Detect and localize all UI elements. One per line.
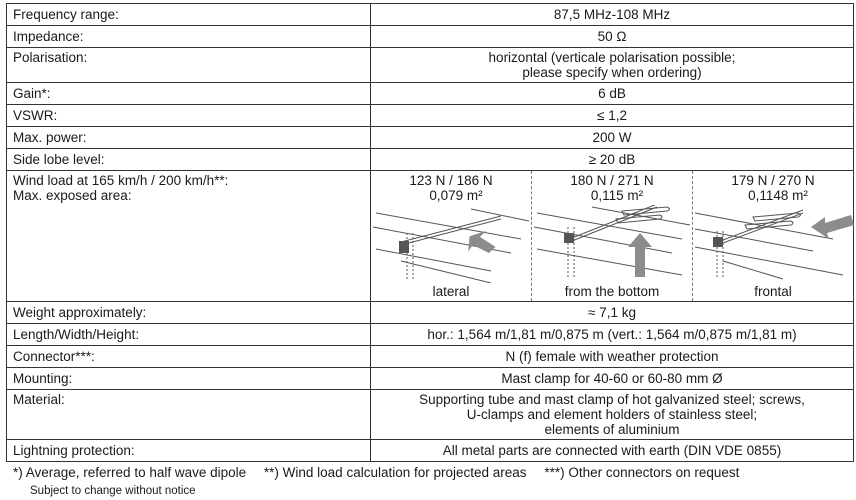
max-power-value: 200 W [592, 130, 632, 145]
row-frequency [7, 4, 854, 26]
frequency-label: Frequency range: [13, 7, 119, 22]
label-cell [7, 440, 371, 462]
wind-direction: from the bottom [564, 284, 660, 299]
material-value-line3: elements of aluminium [544, 422, 680, 437]
wind-load-label: Wind load at 165 km/h / 200 km/h**: [13, 173, 229, 188]
value-cell [371, 324, 854, 346]
label-cell [7, 346, 371, 368]
wind-force: 180 N / 271 N [570, 173, 654, 188]
label-cell [7, 127, 371, 149]
connector-label: Connector***: [13, 349, 95, 364]
wind-cell-bottom [531, 171, 692, 301]
label-cell [7, 105, 371, 127]
wind-cell-frontal [692, 171, 853, 301]
antenna-frontal-icon [693, 205, 856, 283]
dimensions-value: hor.: 1,564 m/1,81 m/0,875 m (vert.: 1,564 m/0,875 m/1,81 m) [427, 327, 797, 342]
label-cell [7, 4, 371, 26]
gain-value: 6 dB [598, 86, 626, 101]
label-cell [7, 302, 371, 324]
wind-force: 179 N / 270 N [731, 173, 815, 188]
weight-value: ≈ 7,1 kg [588, 305, 636, 320]
label-cell [7, 171, 371, 302]
polarisation-label: Polarisation: [13, 50, 88, 65]
wind-force: 123 N / 186 N [409, 173, 493, 188]
side-lobe-label: Side lobe level: [13, 152, 105, 167]
value-cell [371, 105, 854, 127]
value-cell [371, 390, 854, 440]
value-cell [371, 171, 854, 302]
antenna-lateral-icon [371, 205, 534, 283]
footnote-wind: **) Wind load calculation for projected areas [263, 465, 527, 480]
value-cell [371, 346, 854, 368]
wind-direction: frontal [754, 284, 792, 299]
lightning-label: Lightning protection: [13, 443, 135, 458]
impedance-label: Impedance: [13, 29, 84, 44]
side-lobe-value: ≥ 20 dB [588, 152, 636, 167]
value-cell [371, 127, 854, 149]
dimensions-label: Length/Width/Height: [13, 327, 140, 342]
row-dimensions [7, 324, 854, 346]
max-power-label: Max. power: [13, 130, 87, 145]
wind-load-diagrams [371, 171, 853, 301]
row-impedance [7, 26, 854, 48]
row-polarisation [7, 48, 854, 83]
footnote-connector: ***) Other connectors on request [544, 465, 740, 480]
frequency-value: 87,5 MHz-108 MHz [553, 7, 671, 22]
row-material [7, 390, 854, 440]
lightning-value: All metal parts are connected with earth (DIN VDE 0855) [442, 443, 782, 458]
mounting-label: Mounting: [13, 371, 73, 386]
row-max-power [7, 127, 854, 149]
wind-direction: lateral [432, 284, 470, 299]
row-vswr [7, 105, 854, 127]
value-cell [371, 302, 854, 324]
row-weight [7, 302, 854, 324]
connector-value: N (f) female with weather protection [505, 349, 719, 364]
exposed-area: 0,079 m² [429, 188, 483, 203]
gain-label: Gain*: [13, 86, 51, 101]
row-wind-load [7, 171, 854, 302]
label-cell [7, 390, 371, 440]
weight-label: Weight approximately: [13, 305, 147, 320]
impedance-value: 50 Ω [597, 29, 627, 44]
exposed-area: 0,1148 m² [748, 188, 808, 203]
polarisation-value-line2: please specify when ordering) [522, 65, 702, 80]
value-cell [371, 4, 854, 26]
row-side-lobe [7, 149, 854, 171]
material-value-line1: Supporting tube and mast clamp of hot galvanized steel; screws, [419, 392, 805, 407]
label-cell [7, 149, 371, 171]
value-cell [371, 440, 854, 462]
label-cell [7, 324, 371, 346]
material-label: Material: [13, 392, 65, 407]
value-cell [371, 48, 854, 83]
exposed-area: 0,115 m² [590, 188, 644, 203]
row-connector [7, 346, 854, 368]
material-value-line2: U-clamps and element holders of stainless steel; [466, 407, 758, 422]
value-cell [371, 368, 854, 390]
value-cell [371, 26, 854, 48]
value-cell [371, 149, 854, 171]
row-gain [7, 83, 854, 105]
mounting-value: Mast clamp for 40-60 or 60-80 mm Ø [501, 371, 723, 386]
row-lightning [7, 440, 854, 462]
label-cell [7, 368, 371, 390]
vswr-value: ≤ 1,2 [597, 108, 627, 123]
footnotes [13, 465, 753, 480]
subject-to-change-note: Subject to change without notice [30, 485, 196, 497]
label-cell [7, 48, 371, 83]
exposed-area-label: Max. exposed area: [13, 188, 132, 203]
label-cell [7, 83, 371, 105]
value-cell [371, 83, 854, 105]
spec-table [6, 3, 854, 462]
vswr-label: VSWR: [13, 108, 58, 123]
label-cell [7, 26, 371, 48]
wind-cell-lateral [371, 171, 531, 301]
polarisation-value-line1: horizontal (verticale polarisation possible; [488, 50, 736, 65]
antenna-bottom-icon [532, 205, 695, 283]
footnote-gain: *) Average, referred to half wave dipole [13, 465, 247, 480]
row-mounting [7, 368, 854, 390]
